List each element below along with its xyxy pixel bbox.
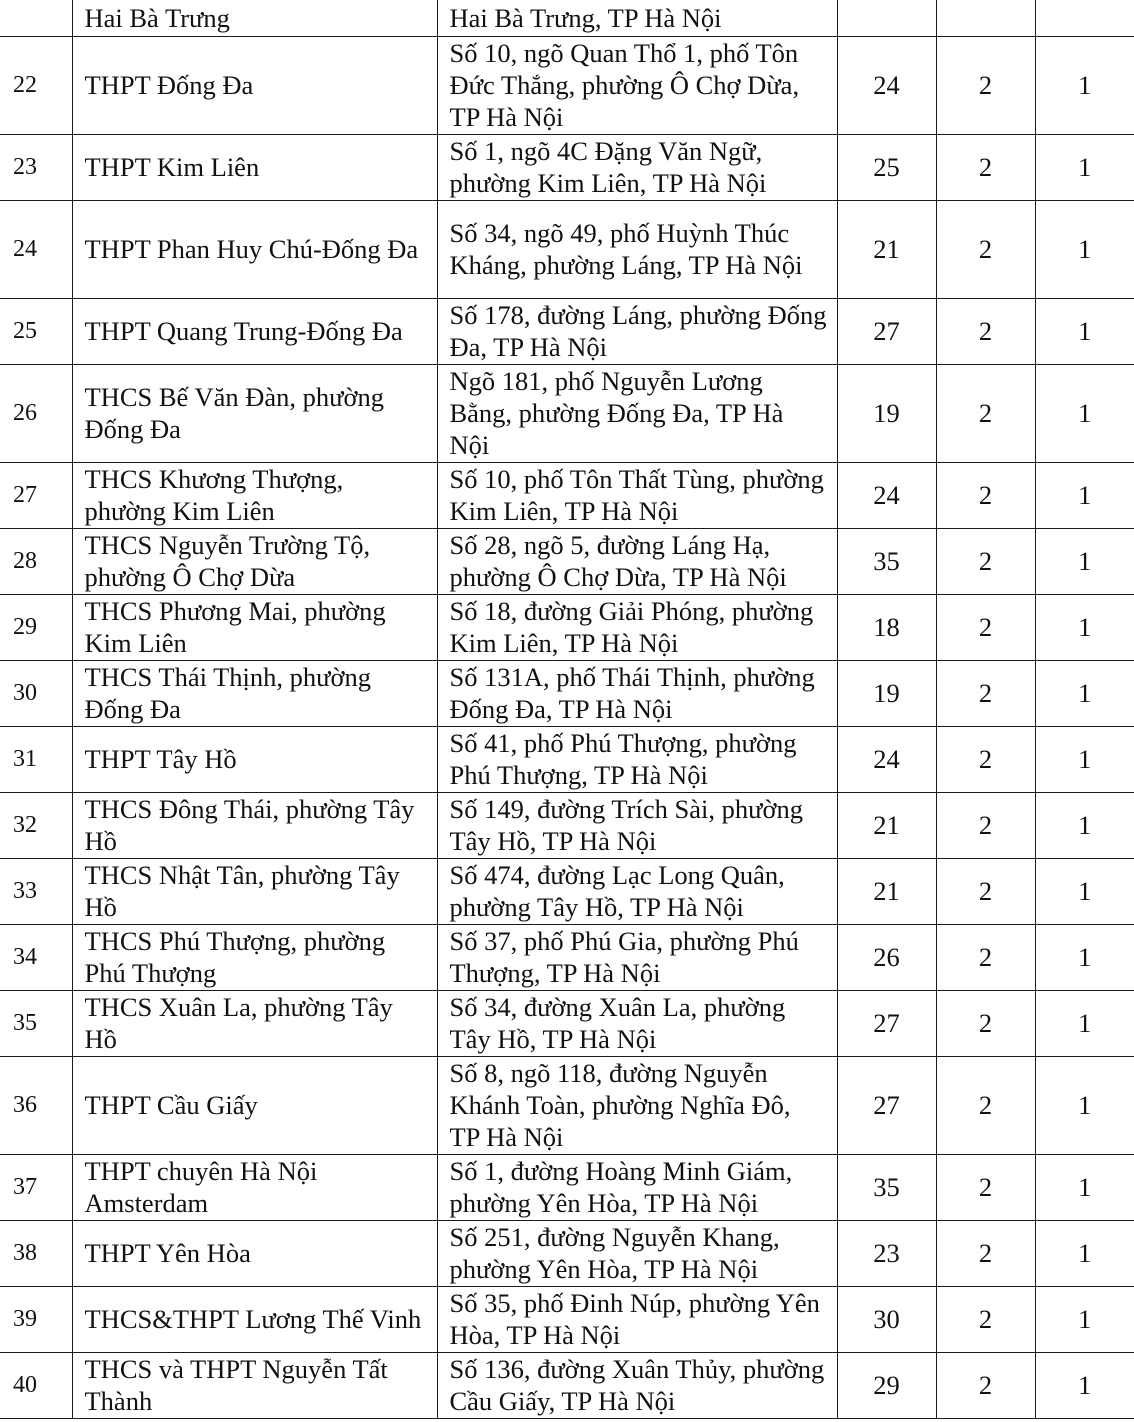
count-col-4: 27 bbox=[837, 990, 936, 1056]
count-col-4: 19 bbox=[837, 660, 936, 726]
count-col-4: 27 bbox=[837, 298, 936, 364]
school-address: Số 34, đường Xuân La, phường Tây Hồ, TP Hà Nội bbox=[437, 990, 837, 1056]
school-address: Số 251, đường Nguyễn Khang, phường Yên Hòa, TP Hà Nội bbox=[437, 1220, 837, 1286]
school-address: Số 10, ngõ Quan Thổ 1, phố Tôn Đức Thắng, phường Ô Chợ Dừa, TP Hà Nội bbox=[437, 36, 837, 134]
school-name: THCS Nguyễn Trường Tộ, phường Ô Chợ Dừa bbox=[72, 528, 437, 594]
row-number: 31 bbox=[0, 726, 72, 792]
row-number: 28 bbox=[0, 528, 72, 594]
count-col-4: 27 bbox=[837, 1056, 936, 1154]
school-address: Số 35, phố Đinh Núp, phường Yên Hòa, TP Hà Nội bbox=[437, 1286, 837, 1352]
count-col-6: 1 bbox=[1035, 990, 1134, 1056]
table-row bbox=[0, 462, 1134, 528]
school-name: Hai Bà Trưng bbox=[72, 0, 437, 36]
school-address: Số 149, đường Trích Sài, phường Tây Hồ, TP Hà Nội bbox=[437, 792, 837, 858]
count-col-6: 1 bbox=[1035, 1220, 1134, 1286]
count-col-6: 1 bbox=[1035, 792, 1134, 858]
count-col-5: 2 bbox=[936, 792, 1035, 858]
table-row bbox=[0, 364, 1134, 462]
count-col-6: 1 bbox=[1035, 858, 1134, 924]
school-address: Số 474, đường Lạc Long Quân, phường Tây Hồ, TP Hà Nội bbox=[437, 858, 837, 924]
row-number: 34 bbox=[0, 924, 72, 990]
school-address: Số 10, phố Tôn Thất Tùng, phường Kim Liên, TP Hà Nội bbox=[437, 462, 837, 528]
school-name: THCS Phú Thượng, phường Phú Thượng bbox=[72, 924, 437, 990]
row-number: 30 bbox=[0, 660, 72, 726]
row-number: 38 bbox=[0, 1220, 72, 1286]
count-col-4: 19 bbox=[837, 364, 936, 462]
school-name: THCS và THPT Nguyễn Tất Thành bbox=[72, 1352, 437, 1418]
count-col-5: 2 bbox=[936, 364, 1035, 462]
count-col-6: 1 bbox=[1035, 1352, 1134, 1418]
school-address: Số 1, đường Hoàng Minh Giám, phường Yên Hòa, TP Hà Nội bbox=[437, 1154, 837, 1220]
count-col-4: 25 bbox=[837, 134, 936, 200]
table-row bbox=[0, 858, 1134, 924]
row-number: 40 bbox=[0, 1352, 72, 1418]
table-row bbox=[0, 36, 1134, 134]
school-name: THCS Xuân La, phường Tây Hồ bbox=[72, 990, 437, 1056]
table-row bbox=[0, 990, 1134, 1056]
school-address: Số 178, đường Láng, phường Đống Đa, TP Hà Nội bbox=[437, 298, 837, 364]
count-col-4 bbox=[837, 0, 936, 36]
school-name: THCS Nhật Tân, phường Tây Hồ bbox=[72, 858, 437, 924]
school-address: Số 18, đường Giải Phóng, phường Kim Liên, TP Hà Nội bbox=[437, 594, 837, 660]
count-col-5 bbox=[936, 0, 1035, 36]
school-name: THCS&THPT Lương Thế Vinh bbox=[72, 1286, 437, 1352]
school-name: THPT Cầu Giấy bbox=[72, 1056, 437, 1154]
school-address: Số 28, ngõ 5, đường Láng Hạ, phường Ô Chợ Dừa, TP Hà Nội bbox=[437, 528, 837, 594]
count-col-6: 1 bbox=[1035, 298, 1134, 364]
school-name: THPT chuyên Hà Nội Amsterdam bbox=[72, 1154, 437, 1220]
count-col-6: 1 bbox=[1035, 200, 1134, 298]
count-col-5: 2 bbox=[936, 1154, 1035, 1220]
school-address: Số 41, phố Phú Thượng, phường Phú Thượng, TP Hà Nội bbox=[437, 726, 837, 792]
count-col-6: 1 bbox=[1035, 660, 1134, 726]
count-col-4: 26 bbox=[837, 924, 936, 990]
count-col-6: 1 bbox=[1035, 1286, 1134, 1352]
school-name: THCS Thái Thịnh, phường Đống Đa bbox=[72, 660, 437, 726]
count-col-4: 24 bbox=[837, 726, 936, 792]
table-row bbox=[0, 792, 1134, 858]
school-name: THPT Yên Hòa bbox=[72, 1220, 437, 1286]
row-number: 37 bbox=[0, 1154, 72, 1220]
count-col-6: 1 bbox=[1035, 364, 1134, 462]
count-col-5: 2 bbox=[936, 200, 1035, 298]
row-number: 35 bbox=[0, 990, 72, 1056]
school-name: THPT Đống Đa bbox=[72, 36, 437, 134]
table-row bbox=[0, 1352, 1134, 1418]
count-col-5: 2 bbox=[936, 1056, 1035, 1154]
table-row bbox=[0, 0, 1134, 36]
table-row bbox=[0, 1286, 1134, 1352]
count-col-5: 2 bbox=[936, 1220, 1035, 1286]
school-name: THCS Đông Thái, phường Tây Hồ bbox=[72, 792, 437, 858]
count-col-6: 1 bbox=[1035, 462, 1134, 528]
table-row bbox=[0, 1220, 1134, 1286]
count-col-5: 2 bbox=[936, 594, 1035, 660]
school-name: THCS Phương Mai, phường Kim Liên bbox=[72, 594, 437, 660]
count-col-6: 1 bbox=[1035, 924, 1134, 990]
count-col-4: 21 bbox=[837, 792, 936, 858]
count-col-4: 35 bbox=[837, 528, 936, 594]
school-name: THPT Phan Huy Chú-Đống Đa bbox=[72, 200, 437, 298]
count-col-4: 21 bbox=[837, 200, 936, 298]
count-col-5: 2 bbox=[936, 298, 1035, 364]
count-col-6: 1 bbox=[1035, 594, 1134, 660]
table-row bbox=[0, 1056, 1134, 1154]
school-name: THCS Bế Văn Đàn, phường Đống Đa bbox=[72, 364, 437, 462]
count-col-5: 2 bbox=[936, 528, 1035, 594]
table-row bbox=[0, 298, 1134, 364]
school-address: Số 131A, phố Thái Thịnh, phường Đống Đa, TP Hà Nội bbox=[437, 660, 837, 726]
count-col-6: 1 bbox=[1035, 134, 1134, 200]
count-col-5: 2 bbox=[936, 36, 1035, 134]
row-number: 25 bbox=[0, 298, 72, 364]
count-col-5: 2 bbox=[936, 858, 1035, 924]
row-number: 23 bbox=[0, 134, 72, 200]
count-col-5: 2 bbox=[936, 1352, 1035, 1418]
row-number: 29 bbox=[0, 594, 72, 660]
table-row bbox=[0, 660, 1134, 726]
school-address: Ngõ 181, phố Nguyễn Lương Bằng, phường Đống Đa, TP Hà Nội bbox=[437, 364, 837, 462]
school-address: Số 37, phố Phú Gia, phường Phú Thượng, TP Hà Nội bbox=[437, 924, 837, 990]
table-row bbox=[0, 726, 1134, 792]
count-col-5: 2 bbox=[936, 726, 1035, 792]
row-number: 33 bbox=[0, 858, 72, 924]
row-number: 36 bbox=[0, 1056, 72, 1154]
row-number: 24 bbox=[0, 200, 72, 298]
count-col-5: 2 bbox=[936, 134, 1035, 200]
school-name: THCS Khương Thượng, phường Kim Liên bbox=[72, 462, 437, 528]
count-col-6: 1 bbox=[1035, 528, 1134, 594]
count-col-4: 29 bbox=[837, 1352, 936, 1418]
table-row bbox=[0, 1154, 1134, 1220]
school-address: Số 136, đường Xuân Thủy, phường Cầu Giấy, TP Hà Nội bbox=[437, 1352, 837, 1418]
row-number: 32 bbox=[0, 792, 72, 858]
table-row bbox=[0, 200, 1134, 298]
count-col-6: 1 bbox=[1035, 36, 1134, 134]
school-address: Số 8, ngõ 118, đường Nguyễn Khánh Toàn, phường Nghĩa Đô, TP Hà Nội bbox=[437, 1056, 837, 1154]
school-address: Hai Bà Trưng, TP Hà Nội bbox=[437, 0, 837, 36]
table-row bbox=[0, 134, 1134, 200]
count-col-5: 2 bbox=[936, 1286, 1035, 1352]
count-col-4: 24 bbox=[837, 36, 936, 134]
row-number: 26 bbox=[0, 364, 72, 462]
count-col-6: 1 bbox=[1035, 726, 1134, 792]
table-row bbox=[0, 594, 1134, 660]
count-col-5: 2 bbox=[936, 924, 1035, 990]
row-number bbox=[0, 0, 72, 36]
count-col-4: 24 bbox=[837, 462, 936, 528]
count-col-4: 35 bbox=[837, 1154, 936, 1220]
count-col-6 bbox=[1035, 0, 1134, 36]
table-row bbox=[0, 528, 1134, 594]
count-col-5: 2 bbox=[936, 990, 1035, 1056]
row-number: 39 bbox=[0, 1286, 72, 1352]
count-col-4: 30 bbox=[837, 1286, 936, 1352]
count-col-4: 23 bbox=[837, 1220, 936, 1286]
count-col-6: 1 bbox=[1035, 1154, 1134, 1220]
count-col-5: 2 bbox=[936, 660, 1035, 726]
school-address: Số 34, ngõ 49, phố Huỳnh Thúc Kháng, phường Láng, TP Hà Nội bbox=[437, 200, 837, 298]
school-address: Số 1, ngõ 4C Đặng Văn Ngữ, phường Kim Liên, TP Hà Nội bbox=[437, 134, 837, 200]
count-col-5: 2 bbox=[936, 462, 1035, 528]
school-name: THPT Kim Liên bbox=[72, 134, 437, 200]
table-row bbox=[0, 924, 1134, 990]
count-col-4: 21 bbox=[837, 858, 936, 924]
school-name: THPT Tây Hồ bbox=[72, 726, 437, 792]
count-col-4: 18 bbox=[837, 594, 936, 660]
school-name: THPT Quang Trung-Đống Đa bbox=[72, 298, 437, 364]
count-col-6: 1 bbox=[1035, 1056, 1134, 1154]
row-number: 22 bbox=[0, 36, 72, 134]
row-number: 27 bbox=[0, 462, 72, 528]
